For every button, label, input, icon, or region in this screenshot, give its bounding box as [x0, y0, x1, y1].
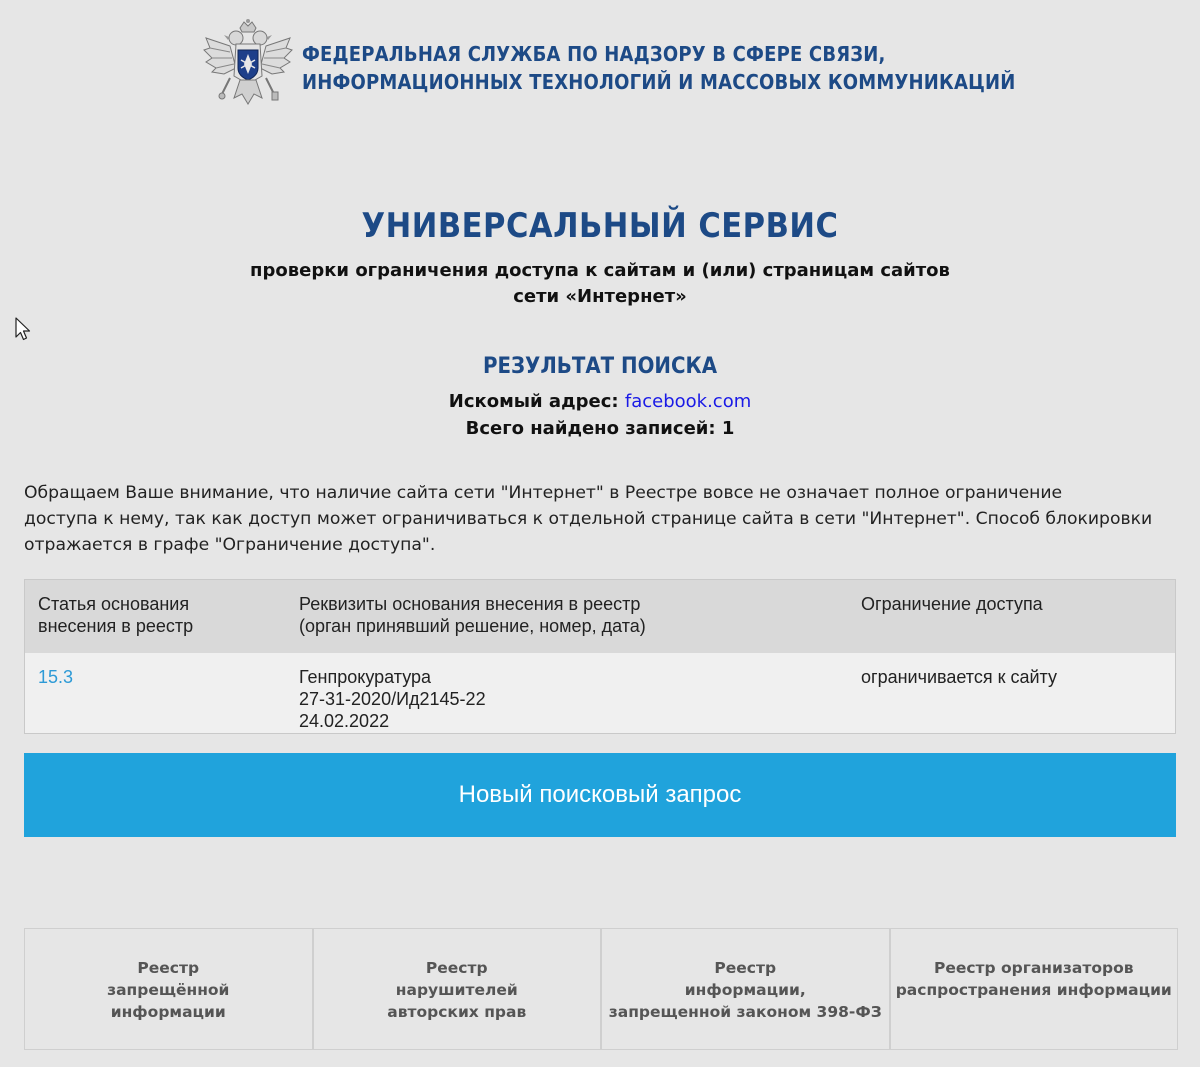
registry-line: запрещённой	[107, 981, 230, 999]
row-date: 24.02.2022	[299, 711, 390, 731]
total-records: Всего найдено записей: 1	[465, 418, 735, 439]
table-header	[25, 580, 1175, 653]
eagle-emblem-icon	[200, 18, 296, 114]
notice-line3: отражается в графе "Ограничение доступа".	[24, 535, 436, 555]
row-article	[38, 666, 278, 688]
service-subtitle-line2: сети «Интернет»	[513, 286, 687, 307]
registry-prohibited-info-link[interactable]	[25, 929, 314, 1049]
new-search-button[interactable]: Новый поисковый запрос	[24, 753, 1176, 837]
header-article	[38, 593, 278, 637]
agency-name-line1: ФЕДЕРАЛЬНАЯ СЛУЖБА ПО НАДЗОРУ В СФЕРЕ СВЯЗИ,	[302, 42, 886, 66]
registry-line: нарушителей	[395, 981, 518, 999]
registry-copyright-violators-link[interactable]	[314, 929, 603, 1049]
service-subtitle-line1: проверки ограничения доступа к сайтам и (или) страницам сайтов	[250, 260, 950, 281]
registry-line: информации,	[684, 981, 806, 999]
agency-name	[302, 40, 1016, 96]
header-requisites	[299, 593, 839, 637]
registry-distributors-link[interactable]	[891, 929, 1178, 1049]
registries-panel	[24, 928, 1178, 1050]
site-header	[200, 18, 1016, 118]
registry-398fz-link[interactable]	[602, 929, 891, 1049]
registry-line: информации	[110, 1003, 226, 1021]
mouse-cursor-icon	[14, 316, 32, 342]
registry-line: распространения информации	[895, 981, 1172, 999]
header-restriction-line1: Ограничение доступа	[861, 594, 1043, 614]
article-link[interactable]: 15.3	[38, 667, 74, 687]
searched-address	[0, 391, 1200, 412]
notice-line1: Обращаем Ваше внимание, что наличие сайта сети "Интернет" в Реестре вовсе не означает полное ограничение	[24, 483, 1063, 503]
header-requisites-line2: (орган принявший решение, номер, дата)	[299, 616, 646, 636]
row-number: 27-31-2020/Ид2145-22	[299, 689, 486, 709]
registry-line: Реестр	[425, 959, 488, 977]
notice-text	[24, 480, 1174, 558]
searched-address-label: Искомый адрес:	[448, 391, 625, 412]
service-title: УНИВЕРСАЛЬНЫЙ СЕРВИС	[361, 206, 839, 246]
notice-line2: доступа к нему, так как доступ может ограничиваться к отдельной странице сайта в сети "Интернет". Способ блокировки	[24, 509, 1153, 529]
row-restriction: ограничивается к сайту	[861, 667, 1057, 687]
registry-line: Реестр организаторов	[933, 959, 1134, 977]
row-authority: Генпрокуратура	[299, 667, 432, 687]
registry-line: Реестр	[714, 959, 777, 977]
agency-name-line2: ИНФОРМАЦИОННЫХ ТЕХНОЛОГИЙ И МАССОВЫХ КОММУНИКАЦИЙ	[302, 70, 1016, 94]
registry-line: Реестр	[137, 959, 200, 977]
service-subtitle	[0, 258, 1200, 310]
result-title: РЕЗУЛЬТАТ ПОИСКА	[482, 354, 718, 379]
results-table	[24, 579, 1176, 734]
registry-line: запрещенной законом 398-ФЗ	[608, 1003, 882, 1021]
registry-line: авторских прав	[387, 1003, 527, 1021]
row-requisites	[299, 666, 839, 732]
header-restriction	[861, 593, 1161, 615]
header-requisites-line1: Реквизиты основания внесения в реестр	[299, 594, 641, 614]
searched-address-value: facebook.com	[624, 391, 752, 412]
header-article-line2: внесения в реестр	[38, 616, 194, 636]
header-article-line1: Статья основания	[38, 594, 190, 614]
